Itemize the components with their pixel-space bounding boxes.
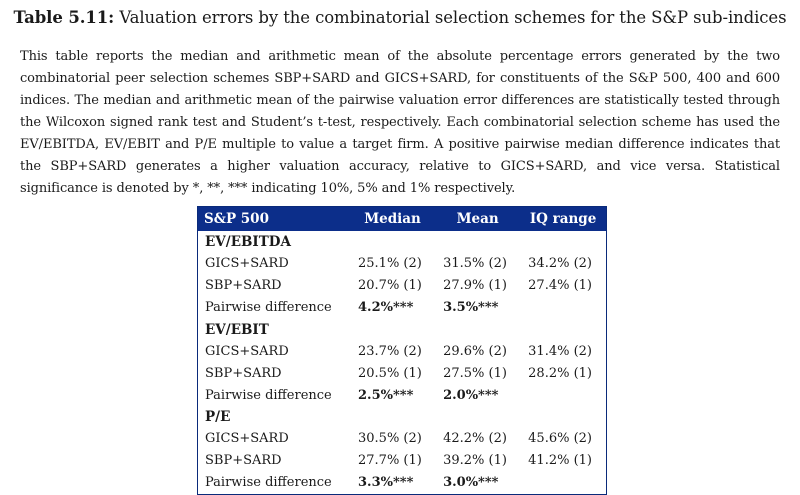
header-index: S&P 500 [198, 207, 351, 232]
mean-cell: 27.5% (1) [443, 365, 507, 381]
median-cell: 3.3%*** [358, 475, 414, 491]
median-cell: 20.5% (1) [358, 365, 422, 381]
mean-cell: 31.5% (2) [443, 256, 507, 272]
iq-range-cell: 34.2% (2) [528, 256, 593, 272]
row-label: GICS+SARD [205, 343, 289, 359]
row-label: Pairwise difference [205, 300, 332, 316]
section-row [198, 231, 607, 253]
table-row [198, 340, 607, 362]
iq-range-cell: 45.6% (2) [528, 431, 593, 447]
iq-range-cell [520, 297, 606, 319]
row-label: GICS+SARD [205, 431, 289, 447]
mean-cell: 29.6% (2) [443, 343, 507, 359]
caption-text: Valuation errors by the combinatorial selection schemes for the S&P sub-indices [119, 8, 787, 27]
iq-range-cell [520, 472, 606, 494]
table-row [198, 362, 607, 384]
row-label: GICS+SARD [205, 256, 289, 272]
table-row [198, 275, 607, 297]
mean-cell: 3.0%*** [443, 475, 499, 491]
median-cell: 27.7% (1) [358, 453, 422, 469]
iq-range-cell: 27.4% (1) [528, 278, 593, 294]
section-title: EV/EBITDA [205, 233, 291, 250]
table-row [198, 253, 607, 275]
row-label: SBP+SARD [205, 453, 282, 469]
table-row [198, 450, 607, 472]
section-title: P/E [205, 409, 231, 426]
results-table [197, 206, 607, 495]
mean-cell: 39.2% (1) [443, 453, 507, 469]
row-label: Pairwise difference [205, 475, 332, 491]
median-cell: 4.2%*** [358, 300, 414, 316]
mean-cell: 3.5%*** [443, 300, 499, 316]
header-mean: Mean [435, 207, 520, 232]
median-cell: 25.1% (2) [358, 256, 422, 272]
table-description [20, 46, 780, 200]
table-row [198, 297, 607, 319]
median-cell: 30.5% (2) [358, 431, 422, 447]
iq-range-cell: 41.2% (1) [528, 453, 593, 469]
table-header [198, 207, 607, 232]
row-label: SBP+SARD [205, 365, 282, 381]
iq-range-cell: 31.4% (2) [528, 343, 593, 359]
section-row [198, 406, 607, 428]
iq-range-cell: 28.2% (1) [528, 365, 593, 381]
section-title: EV/EBIT [205, 321, 269, 338]
iq-range-cell [520, 384, 606, 406]
median-cell: 2.5%*** [358, 387, 414, 403]
caption-label: Table 5.11: [13, 8, 115, 27]
header-median: Median [350, 207, 435, 232]
section-row [198, 319, 607, 341]
row-label: SBP+SARD [205, 278, 282, 294]
table-row [198, 428, 607, 450]
table-caption [0, 8, 800, 27]
median-cell: 23.7% (2) [358, 343, 422, 359]
mean-cell: 2.0%*** [443, 387, 499, 403]
row-label: Pairwise difference [205, 387, 332, 403]
table-row [198, 472, 607, 494]
header-row [198, 207, 607, 232]
table-row [198, 384, 607, 406]
description-paragraph: This table reports the median and arithmetic mean of the absolute percentage errors generated by the two combinatorial peer selection schemes SBP+SARD and GICS+SARD, for constituents of the S&P 500, 400 and 600 indices. The median and arithmetic mean of the pairwise valuation error differences are statistically tested through the Wilcoxon signed rank test and Student’s t-test, respectively. Each combinatorial selection scheme has used the EV/EBITDA, EV/EBIT and P/E multiple to value a target firm. A positive pairwise median difference indicates that the SBP+SARD generates a higher valuation accuracy, relative to GICS+SARD, and vice versa. Statistical significance is denoted by *, **, *** indicating 10%, 5% and 1% respectively. [20, 49, 780, 196]
table-body [198, 231, 607, 494]
header-iq-range: IQ range [520, 207, 606, 232]
mean-cell: 42.2% (2) [443, 431, 507, 447]
mean-cell: 27.9% (1) [443, 278, 507, 294]
median-cell: 20.7% (1) [358, 278, 422, 294]
